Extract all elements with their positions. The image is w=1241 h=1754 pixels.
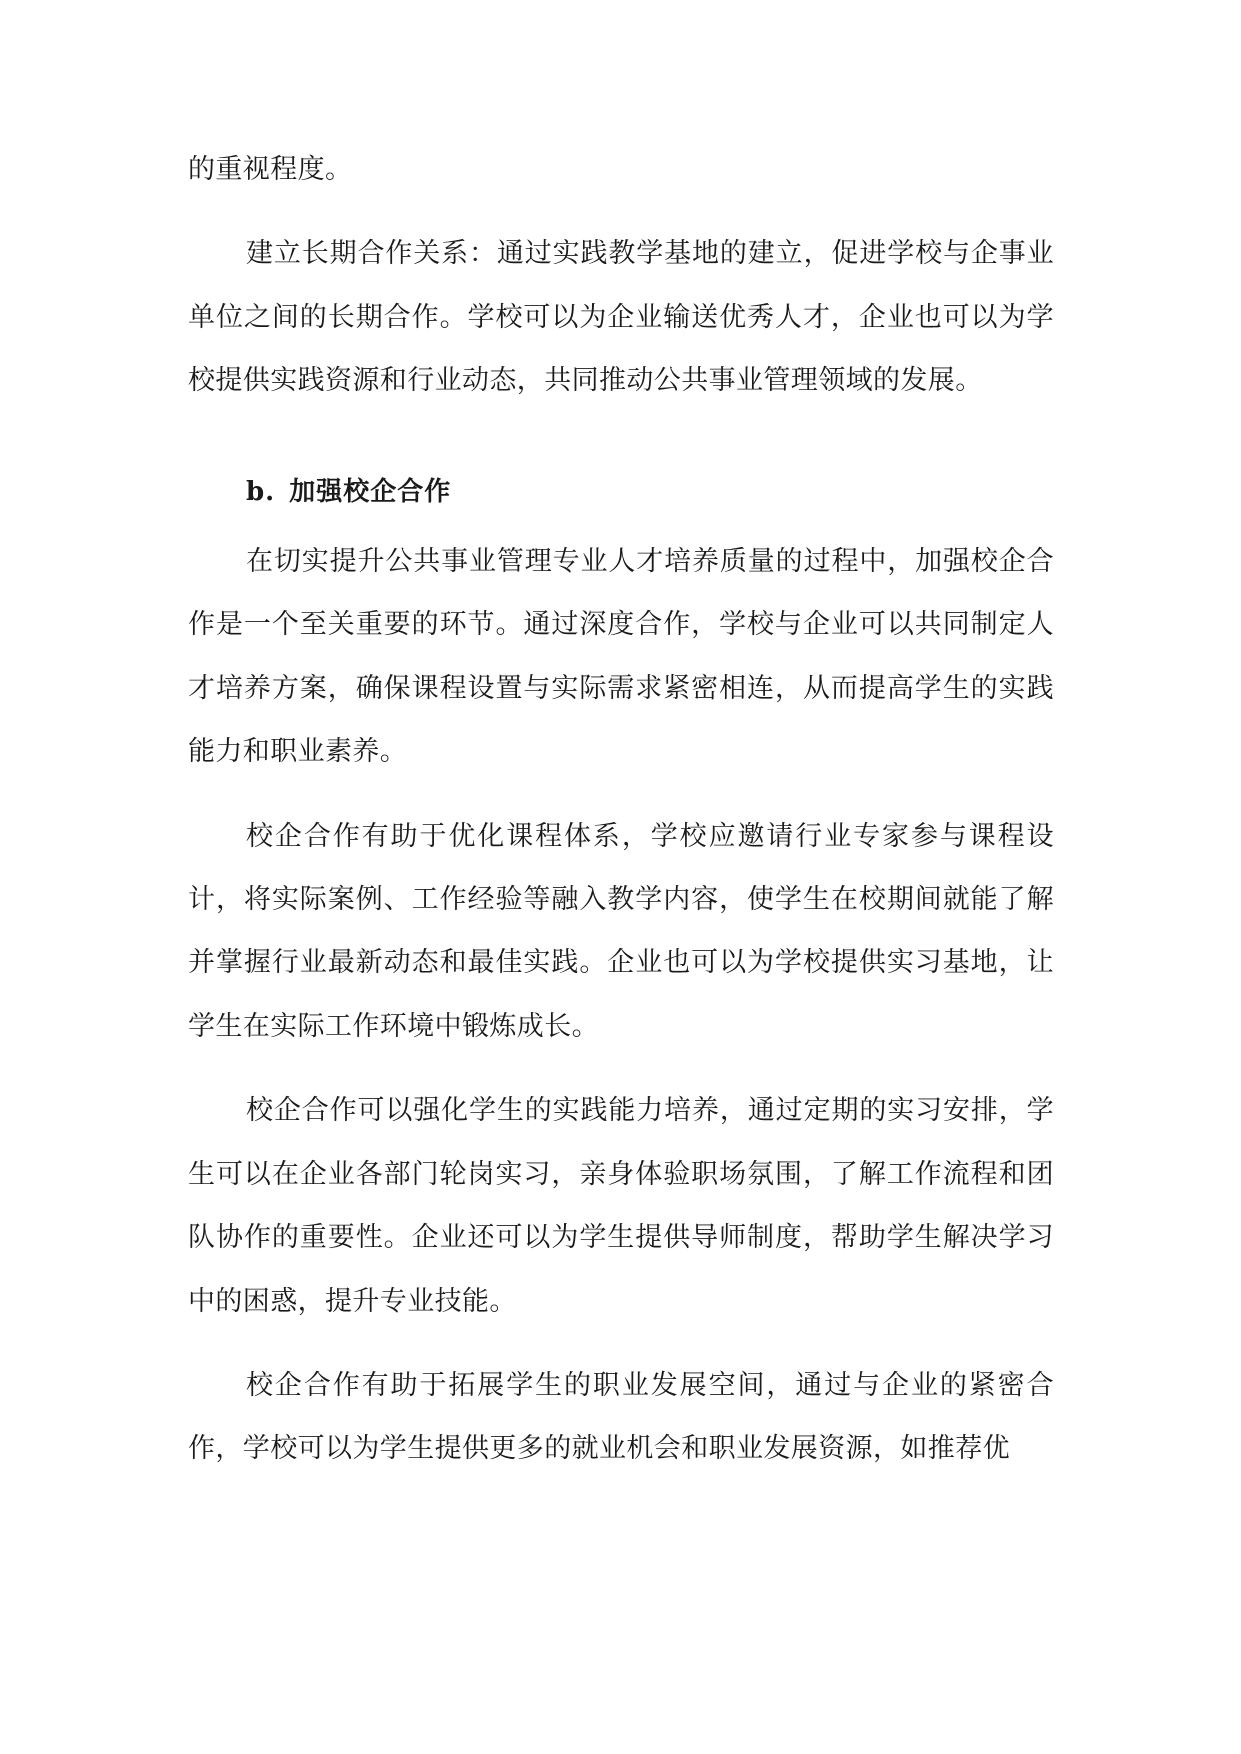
paragraph-curriculum: 校企合作有助于优化课程体系，学校应邀请行业专家参与课程设计，将实际案例、工作经验等融入教学内容，使学生在校期间就能了解并掌握行业最新动态和最佳实践。企业也可以为学校提供实习基地，让学生在实际工作环境中锻炼成长。 (188, 820, 1054, 1042)
paragraph-intro: 在切实提升公共事业管理专业人才培养质量的过程中，加强校企合作是一个至关重要的环节。通过深度合作，学校与企业可以共同制定人才培养方案，确保课程设置与实际需求紧密相连，从而提高学生的实践能力和职业素养。 (188, 546, 1054, 768)
paragraph-continuation: 的重视程度。 (188, 154, 353, 185)
section-heading-title: 加强校企合作 (289, 476, 452, 507)
section-heading-marker: b. (246, 476, 276, 507)
document-body (188, 138, 1054, 1481)
paragraph-career: 校企合作有助于拓展学生的职业发展空间，通过与企业的紧密合作，学校可以为学生提供更多的就业机会和职业发展资源，如推荐优 (188, 1369, 1054, 1465)
paragraph-practice: 校企合作可以强化学生的实践能力培养，通过定期的实习安排，学生可以在企业各部门轮岗实习，亲身体验职场氛围，了解工作流程和团队协作的重要性。企业还可以为学生提供导师制度，帮助学生解决学习中的困惑，提升专业技能。 (188, 1095, 1054, 1317)
section-heading-b (188, 461, 1054, 524)
paragraph-long-term-cooperation: 建立长期合作关系：通过实践教学基地的建立，促进学校与企事业单位之间的长期合作。学校可以为企业输送优秀人才，企业也可以为学校提供实践资源和行业动态，共同推动公共事业管理领域的发展。 (188, 238, 1054, 397)
